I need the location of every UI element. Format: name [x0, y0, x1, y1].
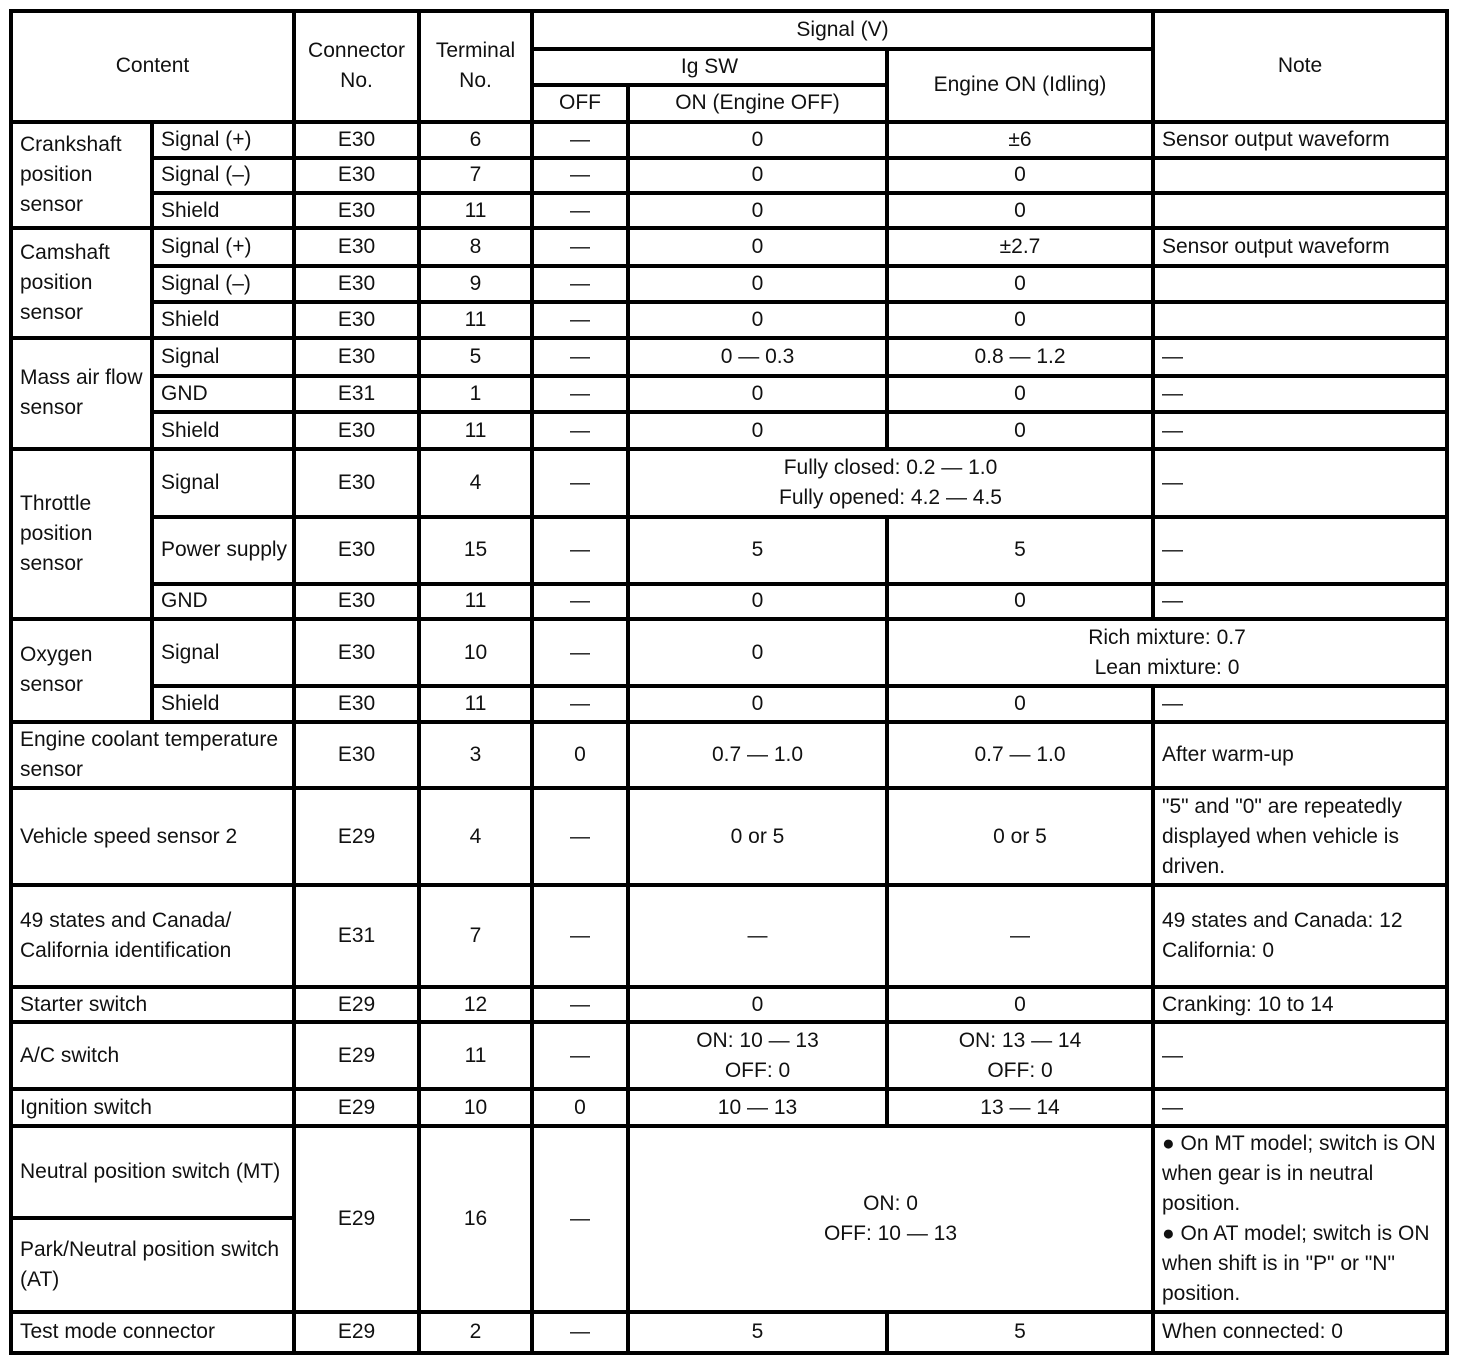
off-cell: —	[532, 619, 628, 686]
group-camshaft: Camshaft position sensor	[11, 228, 152, 338]
ig-on-cell: 0	[628, 266, 887, 302]
terminal-cell: 10	[419, 1089, 532, 1125]
off-cell: —	[532, 338, 628, 376]
ig-on-cell: 0	[628, 987, 887, 1022]
connector-cell: E30	[294, 193, 419, 228]
terminal-cell: 8	[419, 228, 532, 266]
ig-on-cell: 0 or 5	[628, 788, 887, 886]
off-cell: —	[532, 376, 628, 412]
ig-on-cell: 10 — 13	[628, 1089, 887, 1125]
table-row	[11, 722, 1447, 788]
connector-cell: E31	[294, 885, 419, 987]
ig-on-cell: 0	[628, 686, 887, 721]
terminal-cell: 11	[419, 686, 532, 721]
note-cell: When connected: 0	[1153, 1312, 1447, 1353]
connector-cell: E30	[294, 412, 419, 449]
engine-on-cell: 0.7 — 1.0	[887, 722, 1153, 788]
terminal-cell: 11	[419, 584, 532, 619]
ig-on-cell: 0	[628, 412, 887, 449]
engine-on-cell: 0	[887, 584, 1153, 619]
connector-cell: E30	[294, 686, 419, 721]
merged-engine-note-cell	[887, 619, 1447, 686]
note-cell: —	[1153, 412, 1447, 449]
content-cell: Test mode connector	[11, 1312, 294, 1353]
connector-cell: E29	[294, 987, 419, 1022]
engine-on-cell: —	[887, 885, 1153, 987]
note-line: California: 0	[1162, 939, 1275, 963]
terminal-cell: 3	[419, 722, 532, 788]
ig-on-cell	[628, 1022, 887, 1089]
engine-on-cell: 5	[887, 517, 1153, 584]
ig-on-cell: 0	[628, 122, 887, 158]
note-cell	[1153, 885, 1447, 987]
content-cell: 49 states and Canada/ California identification	[11, 885, 294, 987]
off-cell: —	[532, 193, 628, 228]
header-content: Content	[11, 11, 294, 122]
ig-on-cell: 0	[628, 619, 887, 686]
note-cell: —	[1153, 686, 1447, 721]
signal-table	[9, 9, 1449, 1355]
connector-cell: E30	[294, 722, 419, 788]
off-cell: —	[532, 122, 628, 158]
note-cell: —	[1153, 449, 1447, 516]
ig-on-cell: —	[628, 885, 887, 987]
row-item: Signal (+)	[152, 228, 294, 266]
terminal-cell: 9	[419, 266, 532, 302]
group-crankshaft: Crankshaft position sensor	[11, 122, 152, 229]
note-line: ● On MT model; switch is ON when gear is in neutral position.	[1162, 1131, 1436, 1215]
off-cell: —	[532, 885, 628, 987]
table-row	[11, 338, 1447, 376]
ig-on-cell: 0	[628, 193, 887, 228]
ig-on-cell: 0	[628, 376, 887, 412]
terminal-cell: 1	[419, 376, 532, 412]
note-cell: Cranking: 10 to 14	[1153, 987, 1447, 1022]
value-line: OFF: 10 — 13	[823, 1221, 958, 1245]
engine-on-cell: ±2.7	[887, 228, 1153, 266]
connector-cell: E29	[294, 788, 419, 886]
table-row	[11, 266, 1447, 302]
off-cell: —	[532, 412, 628, 449]
row-item: Shield	[152, 686, 294, 721]
row-item: Signal	[152, 449, 294, 516]
note-cell	[1153, 302, 1447, 337]
table-row	[11, 885, 1447, 987]
engine-on-cell: ±6	[887, 122, 1153, 158]
terminal-cell: 10	[419, 619, 532, 686]
content-cell: Park/Neutral position switch (AT)	[11, 1218, 294, 1311]
group-maf: Mass air flow sensor	[11, 338, 152, 450]
group-tps: Throttle position sensor	[11, 449, 152, 619]
ig-on-cell: 0	[628, 584, 887, 619]
connector-cell: E30	[294, 122, 419, 158]
content-cell: Engine coolant temperature sensor	[11, 722, 294, 788]
header-engine-on: Engine ON (Idling)	[887, 49, 1153, 121]
note-line: 49 states and Canada: 12	[1162, 909, 1403, 933]
off-cell: —	[532, 449, 628, 516]
terminal-cell: 6	[419, 122, 532, 158]
off-cell: —	[532, 1312, 628, 1353]
value-line: Rich mixture: 0.7	[1088, 625, 1246, 649]
note-line: ● On AT model; switch is ON when shift is in "P" or "N" position.	[1162, 1221, 1430, 1305]
engine-on-cell: 0	[887, 302, 1153, 337]
row-item: GND	[152, 584, 294, 619]
value-line: Lean mixture: 0	[1094, 655, 1240, 679]
note-cell: After warm-up	[1153, 722, 1447, 788]
terminal-cell: 2	[419, 1312, 532, 1353]
table-row	[11, 517, 1447, 584]
row-item: Shield	[152, 302, 294, 337]
engine-on-cell: 0	[887, 686, 1153, 721]
header-note: Note	[1153, 11, 1447, 122]
value-line: ON: 10 — 13	[696, 1028, 819, 1052]
off-cell: —	[532, 686, 628, 721]
row-item: GND	[152, 376, 294, 412]
merged-signal-cell	[628, 449, 1153, 516]
note-cell: —	[1153, 584, 1447, 619]
table-row	[11, 1312, 1447, 1353]
header-connector: Connector No.	[294, 11, 419, 122]
engine-on-cell: 0	[887, 376, 1153, 412]
off-cell: —	[532, 302, 628, 337]
connector-cell: E29	[294, 1312, 419, 1353]
terminal-cell: 4	[419, 788, 532, 886]
table-row	[11, 376, 1447, 412]
off-cell: —	[532, 266, 628, 302]
row-item: Shield	[152, 193, 294, 228]
engine-on-cell: 0	[887, 193, 1153, 228]
table-row	[11, 302, 1447, 337]
content-cell: Starter switch	[11, 987, 294, 1022]
ig-on-cell: 0	[628, 158, 887, 193]
merged-signal-cell	[628, 1126, 1153, 1312]
terminal-cell: 16	[419, 1126, 532, 1312]
off-cell: —	[532, 517, 628, 584]
engine-on-cell: 13 — 14	[887, 1089, 1153, 1125]
off-cell: —	[532, 584, 628, 619]
header-off: OFF	[532, 85, 628, 121]
terminal-cell: 11	[419, 193, 532, 228]
table-row	[11, 1126, 1447, 1218]
off-cell: —	[532, 1022, 628, 1089]
connector-cell: E30	[294, 517, 419, 584]
note-cell: —	[1153, 376, 1447, 412]
connector-cell: E29	[294, 1022, 419, 1089]
engine-on-cell: 0	[887, 987, 1153, 1022]
note-cell: —	[1153, 1022, 1447, 1089]
note-cell: —	[1153, 517, 1447, 584]
terminal-cell: 11	[419, 1022, 532, 1089]
ig-on-cell: 0 — 0.3	[628, 338, 887, 376]
table-row	[11, 1089, 1447, 1125]
note-cell: Sensor output waveform	[1153, 122, 1447, 158]
off-cell: —	[532, 1126, 628, 1312]
engine-on-cell: 0	[887, 158, 1153, 193]
engine-on-cell: 0 or 5	[887, 788, 1153, 886]
row-item: Signal (–)	[152, 158, 294, 193]
terminal-cell: 7	[419, 158, 532, 193]
ig-on-cell: 0	[628, 302, 887, 337]
value-line: OFF: 0	[987, 1058, 1053, 1082]
terminal-cell: 5	[419, 338, 532, 376]
note-cell	[1153, 1126, 1447, 1312]
value-line: ON: 13 — 14	[958, 1028, 1082, 1052]
engine-on-cell: 0.8 — 1.2	[887, 338, 1153, 376]
connector-cell: E31	[294, 376, 419, 412]
connector-cell: E29	[294, 1126, 419, 1312]
engine-on-cell	[887, 1022, 1153, 1089]
row-item: Signal (–)	[152, 266, 294, 302]
ig-on-cell: 5	[628, 517, 887, 584]
table-row	[11, 584, 1447, 619]
note-cell: "5" and "0" are repeatedly displayed when vehicle is driven.	[1153, 788, 1447, 886]
group-oxygen: Oxygen sensor	[11, 619, 152, 722]
note-cell	[1153, 158, 1447, 193]
connector-cell: E30	[294, 228, 419, 266]
note-cell: —	[1153, 1089, 1447, 1125]
connector-cell: E30	[294, 302, 419, 337]
table-row	[11, 193, 1447, 228]
value-line: ON: 0	[863, 1191, 918, 1215]
terminal-cell: 15	[419, 517, 532, 584]
content-cell: Ignition switch	[11, 1089, 294, 1125]
header-terminal: Terminal No.	[419, 11, 532, 122]
off-cell: —	[532, 228, 628, 266]
off-cell: —	[532, 158, 628, 193]
row-item: Power supply	[152, 517, 294, 584]
note-cell	[1153, 266, 1447, 302]
engine-on-cell: 0	[887, 266, 1153, 302]
value-line: Fully opened: 4.2 — 4.5	[779, 485, 1002, 509]
ig-on-cell: 0.7 — 1.0	[628, 722, 887, 788]
table-row	[11, 158, 1447, 193]
content-cell: A/C switch	[11, 1022, 294, 1089]
off-cell: 0	[532, 722, 628, 788]
off-cell: —	[532, 788, 628, 886]
off-cell: 0	[532, 1089, 628, 1125]
connector-cell: E30	[294, 619, 419, 686]
connector-cell: E30	[294, 158, 419, 193]
table-row	[11, 412, 1447, 449]
connector-cell: E30	[294, 338, 419, 376]
header-on-engine-off: ON (Engine OFF)	[628, 85, 887, 121]
header-signal: Signal (V)	[532, 11, 1153, 49]
value-line: Fully closed: 0.2 — 1.0	[783, 455, 998, 479]
table-row	[11, 686, 1447, 721]
engine-on-cell: 5	[887, 1312, 1153, 1353]
content-cell: Neutral position switch (MT)	[11, 1126, 294, 1218]
terminal-cell: 12	[419, 987, 532, 1022]
table-row	[11, 788, 1447, 886]
note-cell	[1153, 193, 1447, 228]
row-item: Signal	[152, 619, 294, 686]
table-row	[11, 1022, 1447, 1089]
off-cell: —	[532, 987, 628, 1022]
connector-cell: E29	[294, 1089, 419, 1125]
connector-cell: E30	[294, 584, 419, 619]
row-item: Signal (+)	[152, 122, 294, 158]
content-cell: Vehicle speed sensor 2	[11, 788, 294, 886]
note-cell: —	[1153, 338, 1447, 376]
engine-on-cell: 0	[887, 412, 1153, 449]
terminal-cell: 4	[419, 449, 532, 516]
terminal-cell: 11	[419, 412, 532, 449]
note-cell: Sensor output waveform	[1153, 228, 1447, 266]
table-row	[11, 987, 1447, 1022]
row-item: Signal	[152, 338, 294, 376]
table-row	[11, 122, 1447, 158]
value-line: OFF: 0	[724, 1058, 791, 1082]
table-row	[11, 228, 1447, 266]
row-item: Shield	[152, 412, 294, 449]
ig-on-cell: 5	[628, 1312, 887, 1353]
terminal-cell: 11	[419, 302, 532, 337]
table-row	[11, 449, 1447, 516]
terminal-cell: 7	[419, 885, 532, 987]
connector-cell: E30	[294, 266, 419, 302]
header-ig-sw: Ig SW	[532, 49, 887, 85]
connector-cell: E30	[294, 449, 419, 516]
table-row	[11, 619, 1447, 686]
ig-on-cell: 0	[628, 228, 887, 266]
